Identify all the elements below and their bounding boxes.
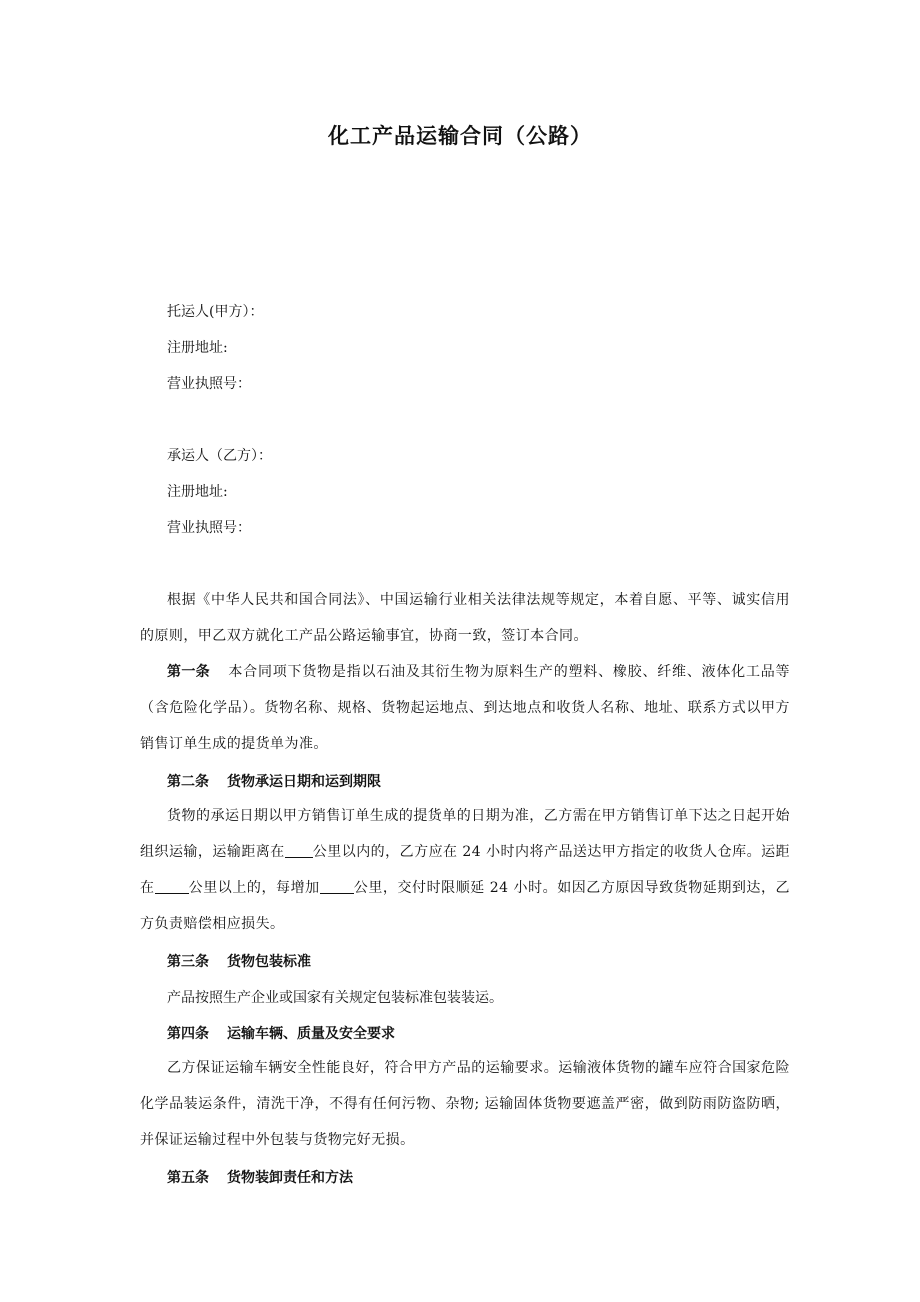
article-2-heading [167, 772, 381, 792]
article-5-title: 货物装卸责任和方法 [227, 1170, 353, 1186]
blank-distance-3 [320, 879, 354, 894]
party-a-license-label: 营业执照号： [167, 376, 251, 392]
article-4-body [140, 1050, 790, 1158]
article-2-text-1: 货物的承运日期以甲方销售订单生成的提货单的日期为准，乙方需在甲方销售订单下达之日起开始组织运输，运输距离在 [140, 808, 790, 860]
article-2-text-4: 公里，交付时限顺延 24 小时。如因乙方原因导致货物延期到达，乙方负责赔偿相应损失。 [140, 880, 790, 932]
article-3-number: 第三条 [167, 954, 209, 970]
article-1 [140, 654, 790, 762]
article-4-number: 第四条 [167, 1026, 209, 1042]
party-b-license-label: 营业执照号： [167, 520, 251, 536]
article-5-heading [167, 1168, 353, 1188]
blank-distance-2 [155, 879, 189, 894]
article-3-heading [167, 952, 311, 972]
party-b-label: 承运人（乙方）： [167, 448, 272, 464]
article-4-title: 运输车辆、质量及安全要求 [227, 1026, 395, 1042]
article-2-number: 第二条 [167, 774, 209, 790]
article-2-text-3: 公里以上的，每增加 [188, 880, 320, 896]
party-b-address-label: 注册地址: [167, 484, 228, 500]
article-2-title: 货物承运日期和运到期限 [227, 774, 381, 790]
preamble-text: 根据《中华人民共和国合同法》、中国运输行业相关法律法规等规定，本着自愿、平等、诚实信用的原则，甲乙双方就化工产品公路运输事宜，协商一致，签订本合同。 [140, 592, 790, 644]
document-title: 化工产品运输合同（公路） [328, 124, 592, 148]
article-4-heading [167, 1024, 395, 1044]
article-1-number: 第一条 [167, 664, 211, 680]
party-a-address-label: 注册地址: [167, 340, 228, 356]
article-2-text-2: 公里以内的，乙方应在 24 小时内将产品送达甲方指定的收货人仓库。运距在 [140, 844, 791, 896]
party-a-label: 托运人(甲方）： [167, 304, 264, 320]
article-3-body: 产品按照生产企业或国家有关规定包装标准包装装运。 [167, 990, 503, 1006]
preamble-paragraph [140, 582, 790, 654]
article-4-text: 乙方保证运输车辆安全性能良好，符合甲方产品的运输要求。运输液体货物的罐车应符合国家危险化学品装运条件，清洗干净，不得有任何污物、杂物; 运输固体货物要遮盖严密，做到防雨防盗防晒，并保证运输过程中外包装与货物完好无损。 [140, 1060, 790, 1148]
article-1-body: 本合同项下货物是指以石油及其衍生物为原料生产的塑料、橡胶、纤维、液体化工品等（含危险化学品）。货物名称、规格、货物起运地点、到达地点和收货人名称、地址、联系方式以甲方销售订单生成的提货单为准。 [140, 664, 791, 752]
article-2-body [140, 798, 790, 942]
blank-distance-1 [285, 843, 313, 858]
article-5-number: 第五条 [167, 1170, 209, 1186]
article-3-title: 货物包装标准 [227, 954, 311, 970]
